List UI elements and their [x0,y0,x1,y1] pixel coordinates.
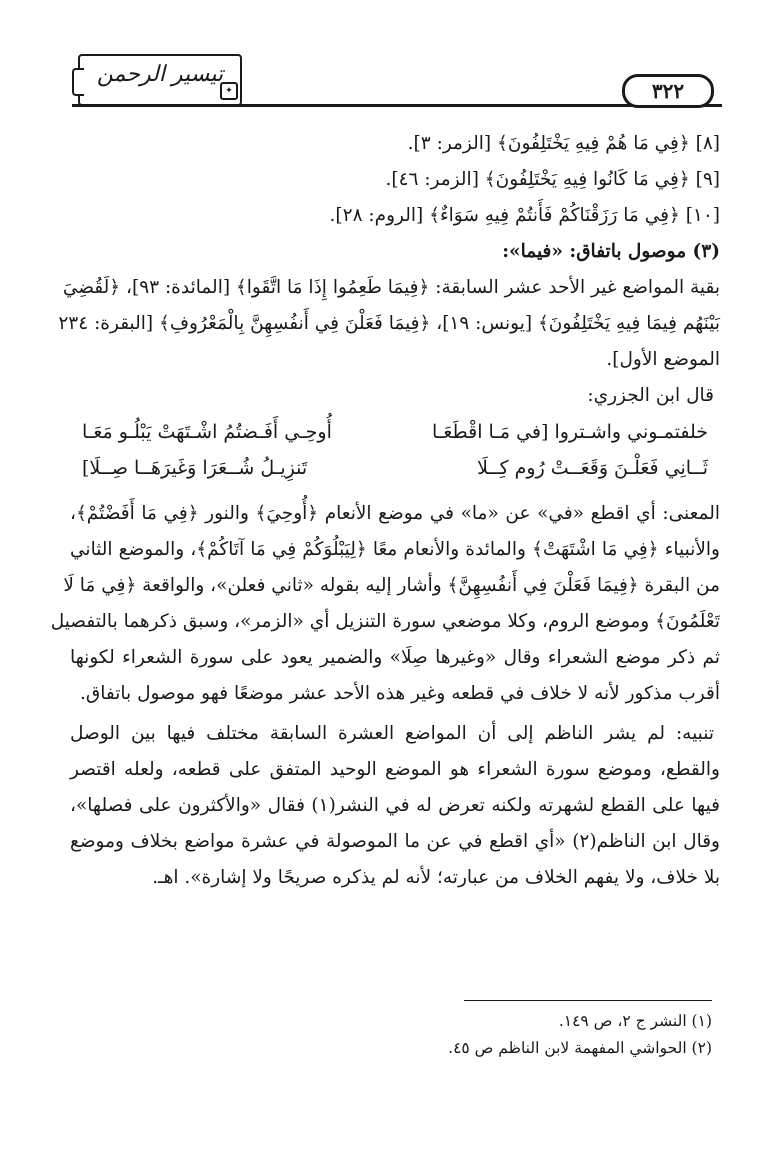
page-number: ٣٢٢ [622,74,714,108]
text-line: بقية المواضع غير الأحد عشر السابقة: ﴿فِيمَا طَعِمُوا إِذَا مَا اتَّقَوا﴾ [المائدة: ٩٣]، ﴿لَقُضِيَ [62,277,720,298]
poem-intro: قال ابن الجزري: [587,385,714,406]
text-line: ثم ذكر موضع الشعراء وقال «وغيرها صِلَا» والضمير يعود على سورة الشعراء لكونها [70,647,720,668]
text-line: أقرب مذكور لأنه لا خلاف في قطعه وغير هذه الأحد عشر موضعًا فهو موصول باتفاق. [80,683,720,704]
section-heading: (٣) موصول باتفاق: «فيما»: [502,241,720,262]
ornament-icon: ✦ [220,82,238,100]
text-line: المعنى: أي اقطع «في» عن «ما» في موضع الأنعام ﴿أُوحِيَ﴾ والنور ﴿فِي مَا أَفَضْتُمْ﴾، [70,503,720,524]
text-line: الموضع الأول]. [606,349,720,370]
verse-hemistich-first: ثَــانِي فَعَلْـنَ وَقَعَــتْ رُوم كِــلَا [477,457,708,479]
text-line: تَعْلَمُونَ﴾ وموضع الروم، وكلا موضعي سورة التنزيل أي «الزمر»، وسبق ذكرهما بالتفصيل [50,611,720,632]
main-text [50,126,720,896]
text-line: فيها على القطع لشهرته ولكنه تعرض له في النشر(١) فقال «والأكثرون على فصلها»، [70,795,720,816]
verse-hemistich-second: تَنزِيـلُ شُــعَرَا وَغَيرَهَــا صِــلَا] [82,457,308,479]
text-line: تنبيه: لم يشر الناظم إلى أن المواضع العشرة السابقة مختلف فيها بين الوصل [70,723,714,744]
verse-hemistich-first: خلفتمـوني واشـتروا [في مَـا اقْطَعَـا [432,421,708,443]
text-line: [١٠] ﴿فِي مَا رَزَقْنَاكُمْ فَأَنتُمْ فِيهِ سَوَاءٌ﴾ [الروم: ٢٨]. [329,205,720,226]
text-line: بَيْنَهُم فِيمَا فِيهِ يَخْتَلِفُونَ﴾ [يونس: ١٩]، ﴿فِيمَا فَعَلْنَ فِي أَنفُسِهِنَّ بِالْمَعْرُوفِ﴾ [البقرة: ٢٣٤ [58,313,720,334]
verse-hemistich-second: أُوحِـي أَفَـضتُمُ اشْـتَهَتْ يَبْلُـو مَعَـا [82,421,332,443]
verse-line [70,450,720,486]
footnotes [62,1008,712,1062]
footnote-rule [464,1000,712,1001]
text-line: والقطع، وموضع سورة الشعراء هو الموضع الوحيد المتفق على قطعه، ولعله اقتصر [70,759,720,780]
footnote: (١) النشر ج ٢، ص ١٤٩. [558,1012,712,1030]
book-title: تيسير الرحمن [96,62,224,87]
text-line: وقال ابن الناظم(٢) «أي اقطع في عن ما الموصولة في عشرة مواضع بخلاف وموضع [70,831,720,852]
verse-line [70,414,720,450]
page-header [72,52,722,122]
text-line: [٩] ﴿فِي مَا كَانُوا فِيهِ يَخْتَلِفُونَ﴾ [الزمر: ٤٦]. [385,169,720,190]
text-line: والأنبياء ﴿فِي مَا اشْتَهَتْ﴾ والمائدة والأنعام معًا ﴿لِيَبْلُوَكُمْ فِي مَا آتَاكُمْ﴾، والموضع الثاني [70,539,720,560]
footnote: (٢) الحواشي المفهمة لابن الناظم ص ٤٥. [448,1039,712,1057]
book-title-banner [78,54,242,106]
text-line: [٨] ﴿فِي مَا هُمْ فِيهِ يَخْتَلِفُونَ﴾ [الزمر: ٣]. [407,133,720,154]
text-line: بلا خلاف، ولا يفهم الخلاف من عبارته؛ لأنه لم يذكره صريحًا ولا إشارة». اهـ. [152,867,720,888]
text-line: من البقرة ﴿فِيمَا فَعَلْنَ فِي أَنفُسِهِنَّ﴾ وأشار إليه بقوله «ثاني فعلن»، والواقعة ﴿فِي مَا لَا [63,575,720,596]
header-rule [72,104,722,107]
